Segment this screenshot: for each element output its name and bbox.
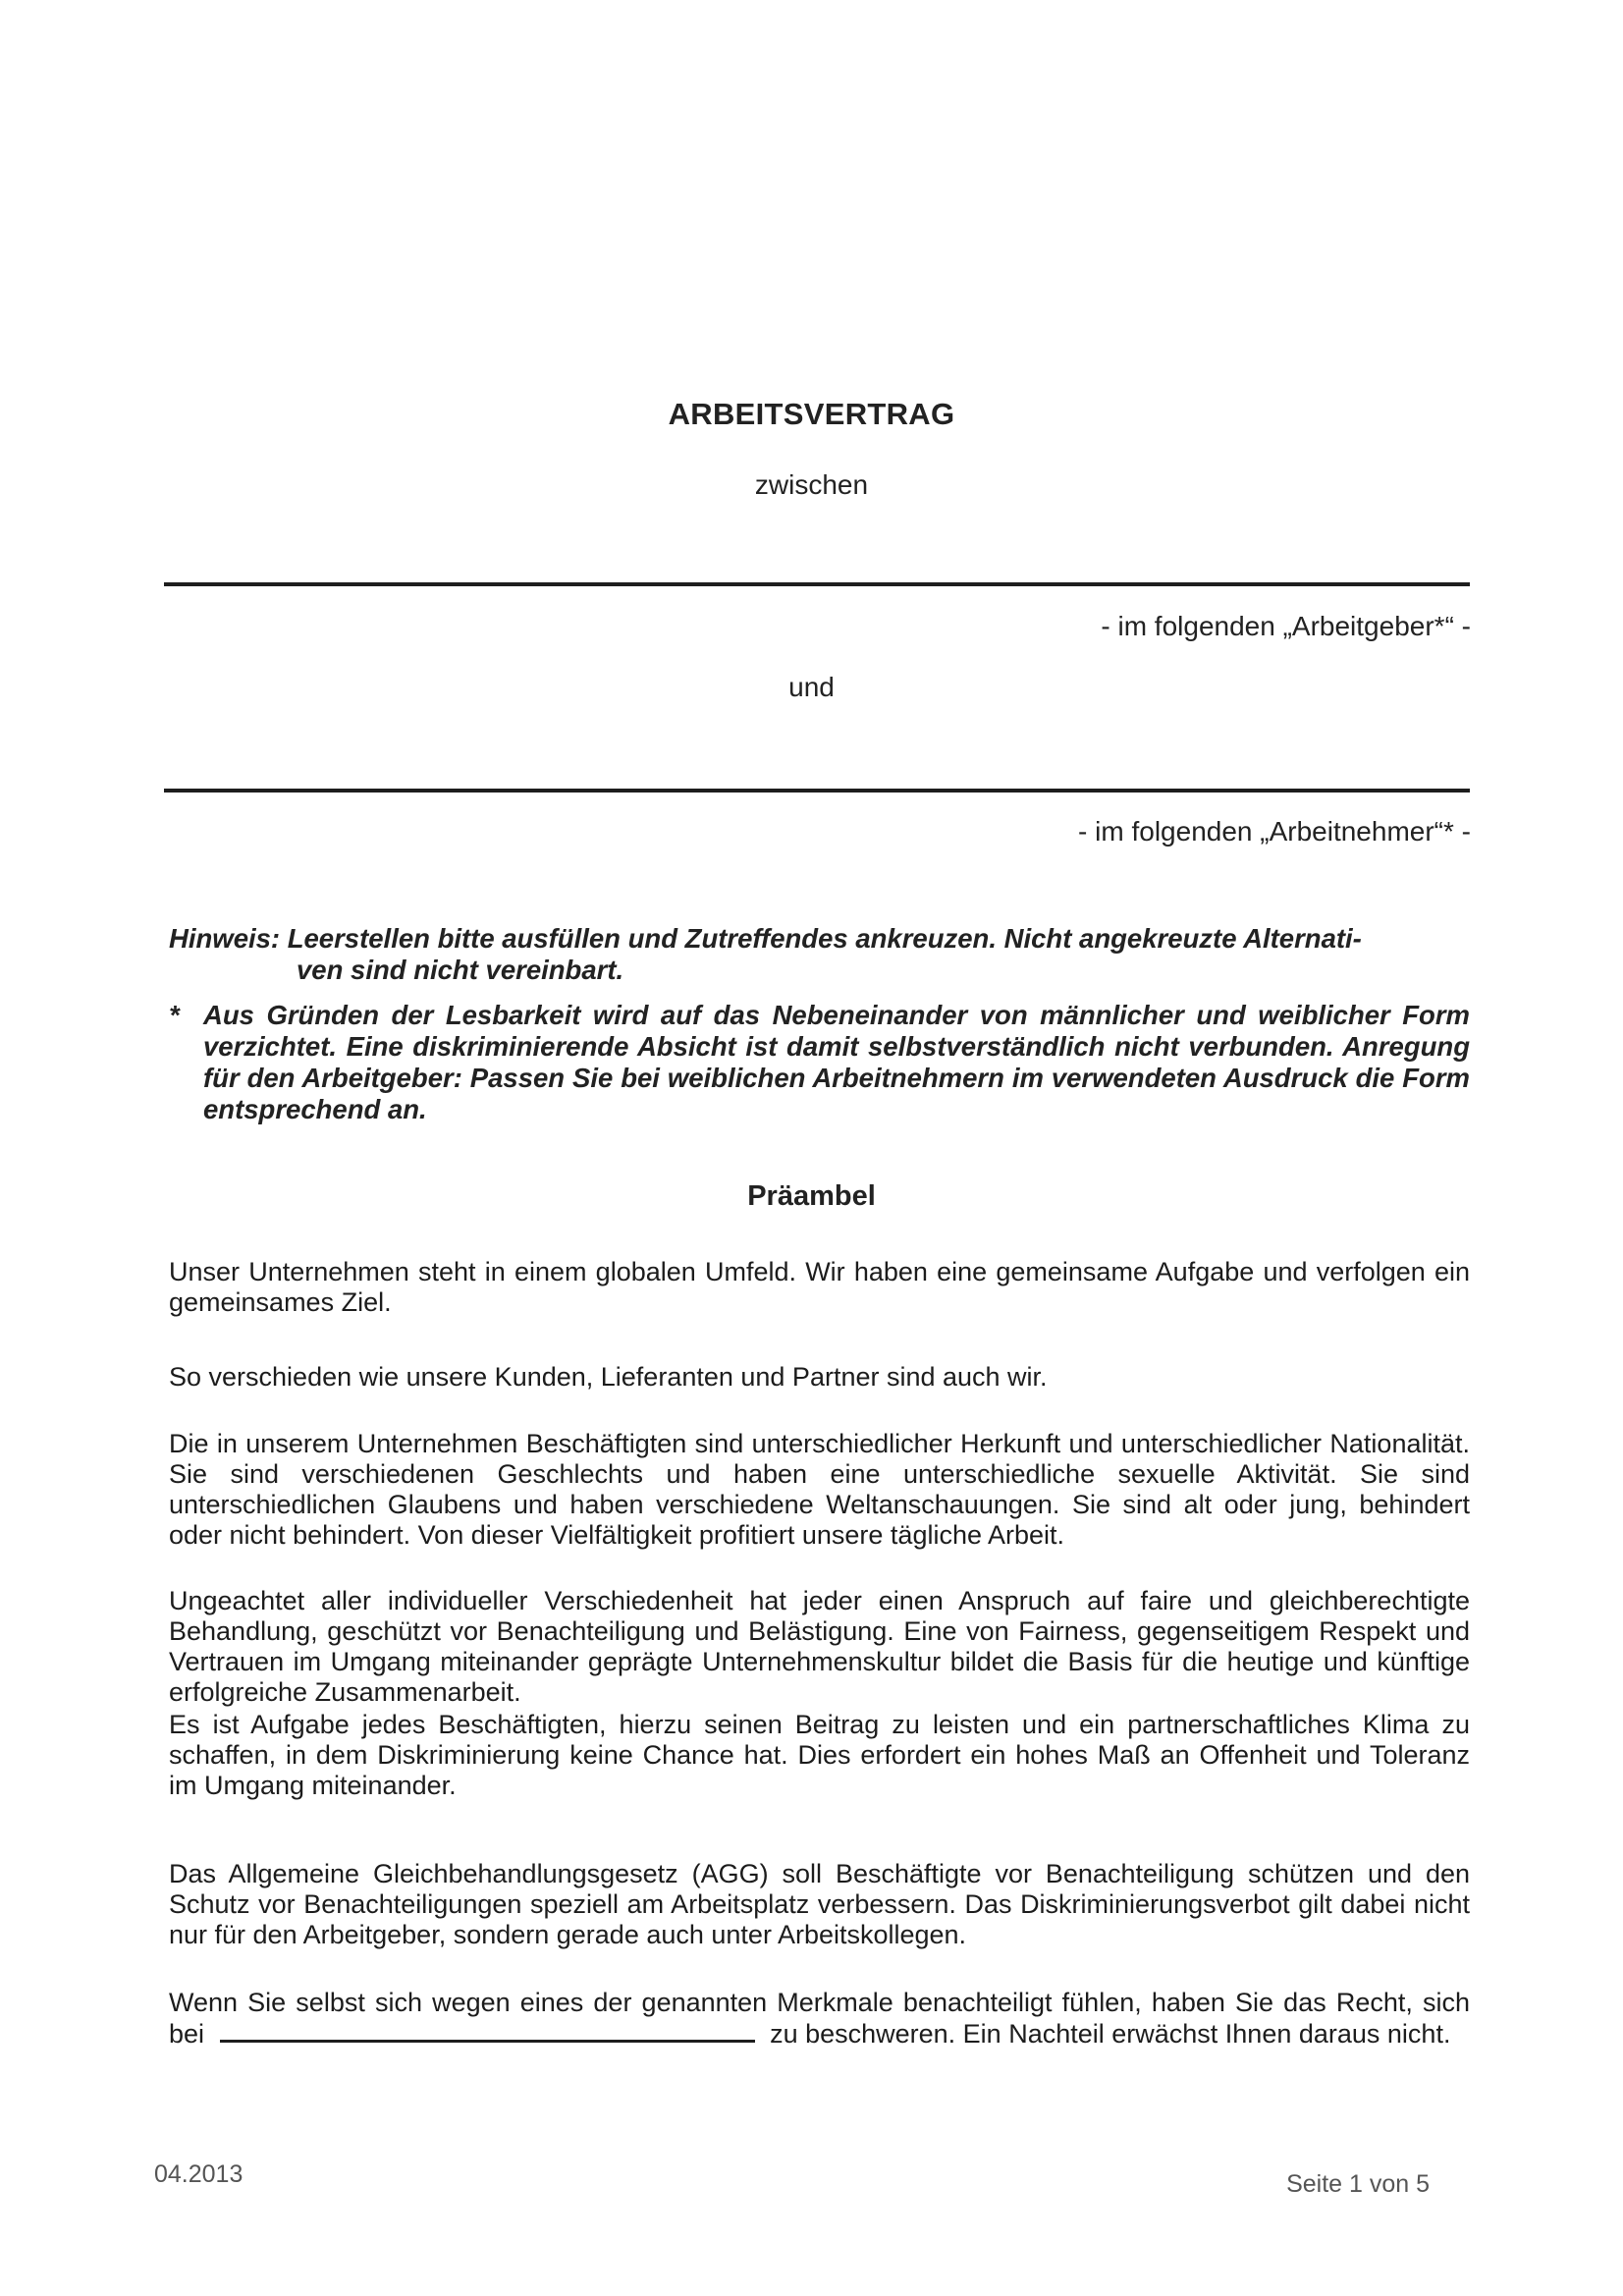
employee-label: - im folgenden „Arbeitnehmer“* - — [1078, 816, 1471, 847]
preamble-paragraph-1: Unser Unternehmen steht in einem globalen Umfeld. Wir haben eine gemeinsame Aufgabe und verfolgen ein gemeinsames Ziel. — [169, 1257, 1470, 1317]
footer-date: 04.2013 — [154, 2160, 243, 2188]
and-label: und — [788, 672, 835, 702]
preamble-paragraph-2: So verschieden wie unsere Kunden, Lieferanten und Partner sind auch wir. — [169, 1362, 1048, 1392]
footer-page-number: Seite 1 von 5 — [1286, 2170, 1430, 2198]
complaint-text-before: Wenn Sie selbst sich wegen eines der genannten Merkmale benachteiligt fühlen, haben Sie das Recht, sich bei — [169, 1988, 1470, 2049]
complaint-contact-field[interactable] — [220, 2018, 755, 2043]
hint-note — [169, 923, 1470, 986]
preamble-paragraph-3: Die in unserem Unternehmen Beschäftigten sind unterschiedlicher Herkunft und unterschiedlicher Nationalität. Sie sind verschiedenen Geschlechts und haben eine unterschiedliche sexuelle Aktivität. Sie sind unterschiedlichen Glaubens und haben verschiedene Weltanschauungen. Sie sind alt oder jung, behindert oder nicht behindert. Von dieser Vielfältigkeit profitiert unsere tägliche Arbeit. — [169, 1429, 1470, 1550]
asterisk-marker: * — [169, 1000, 180, 1030]
document-title: ARBEITSVERTRAG — [668, 397, 955, 431]
employee-name-line[interactable] — [164, 789, 1470, 793]
preamble-paragraph-5: Es ist Aufgabe jedes Beschäftigten, hierzu seinen Beitrag zu leisten und ein partnerschaftliches Klima zu schaffen, in dem Diskriminierung keine Chance hat. Dies erfordert ein hohes Maß an Offenheit und Toleranz im Umgang miteinander. — [169, 1710, 1470, 1800]
complaint-paragraph — [169, 1988, 1470, 2050]
footnote-text: Aus Gründen der Lesbarkeit wird auf das Nebeneinander von männlicher und weiblicher Form verzichtet. Eine diskriminierende Absicht ist damit selbstverständlich nicht verbunden. Anregung für den Arbeitgeber: Passen Sie bei weiblichen Arbeitnehmern im verwendeten Ausdruck die Form entsprechend an. — [203, 1000, 1470, 1124]
hint-line-2: ven sind nicht vereinbart. — [297, 955, 624, 985]
complaint-text-after: zu beschweren. Ein Nachteil erwächst Ihnen daraus nicht. — [770, 2019, 1451, 2049]
between-label: zwischen — [754, 469, 869, 500]
preamble-heading: Präambel — [747, 1180, 876, 1212]
preamble-paragraph-4: Ungeachtet aller individueller Verschiedenheit hat jeder einen Anspruch auf faire und gleichberechtigte Behandlung, geschützt vor Benachteiligung und Belästigung. Eine von Fairness, gegenseitigem Respekt und Vertrauen im Umgang miteinander geprägte Unternehmenskultur bildet die Basis für die heutige und künftige erfolgreiche Zusammenarbeit. — [169, 1586, 1470, 1707]
hint-line-1: Hinweis: Leerstellen bitte ausfüllen und Zutreffendes ankreuzen. Nicht angekreuzte Alternati- — [169, 923, 1362, 954]
employer-label: - im folgenden „Arbeitgeber*“ - — [1101, 611, 1471, 641]
preamble-paragraph-6: Das Allgemeine Gleichbehandlungsgesetz (AGG) soll Beschäftigte vor Benachteiligung schützen und den Schutz vor Benachteiligungen speziell am Arbeitsplatz verbessern. Das Diskriminierungsverbot gilt dabei nicht nur für den Arbeitgeber, sondern gerade auch unter Arbeitskollegen. — [169, 1859, 1470, 1949]
gender-footnote — [169, 1000, 1470, 1125]
employer-name-line[interactable] — [164, 582, 1470, 586]
